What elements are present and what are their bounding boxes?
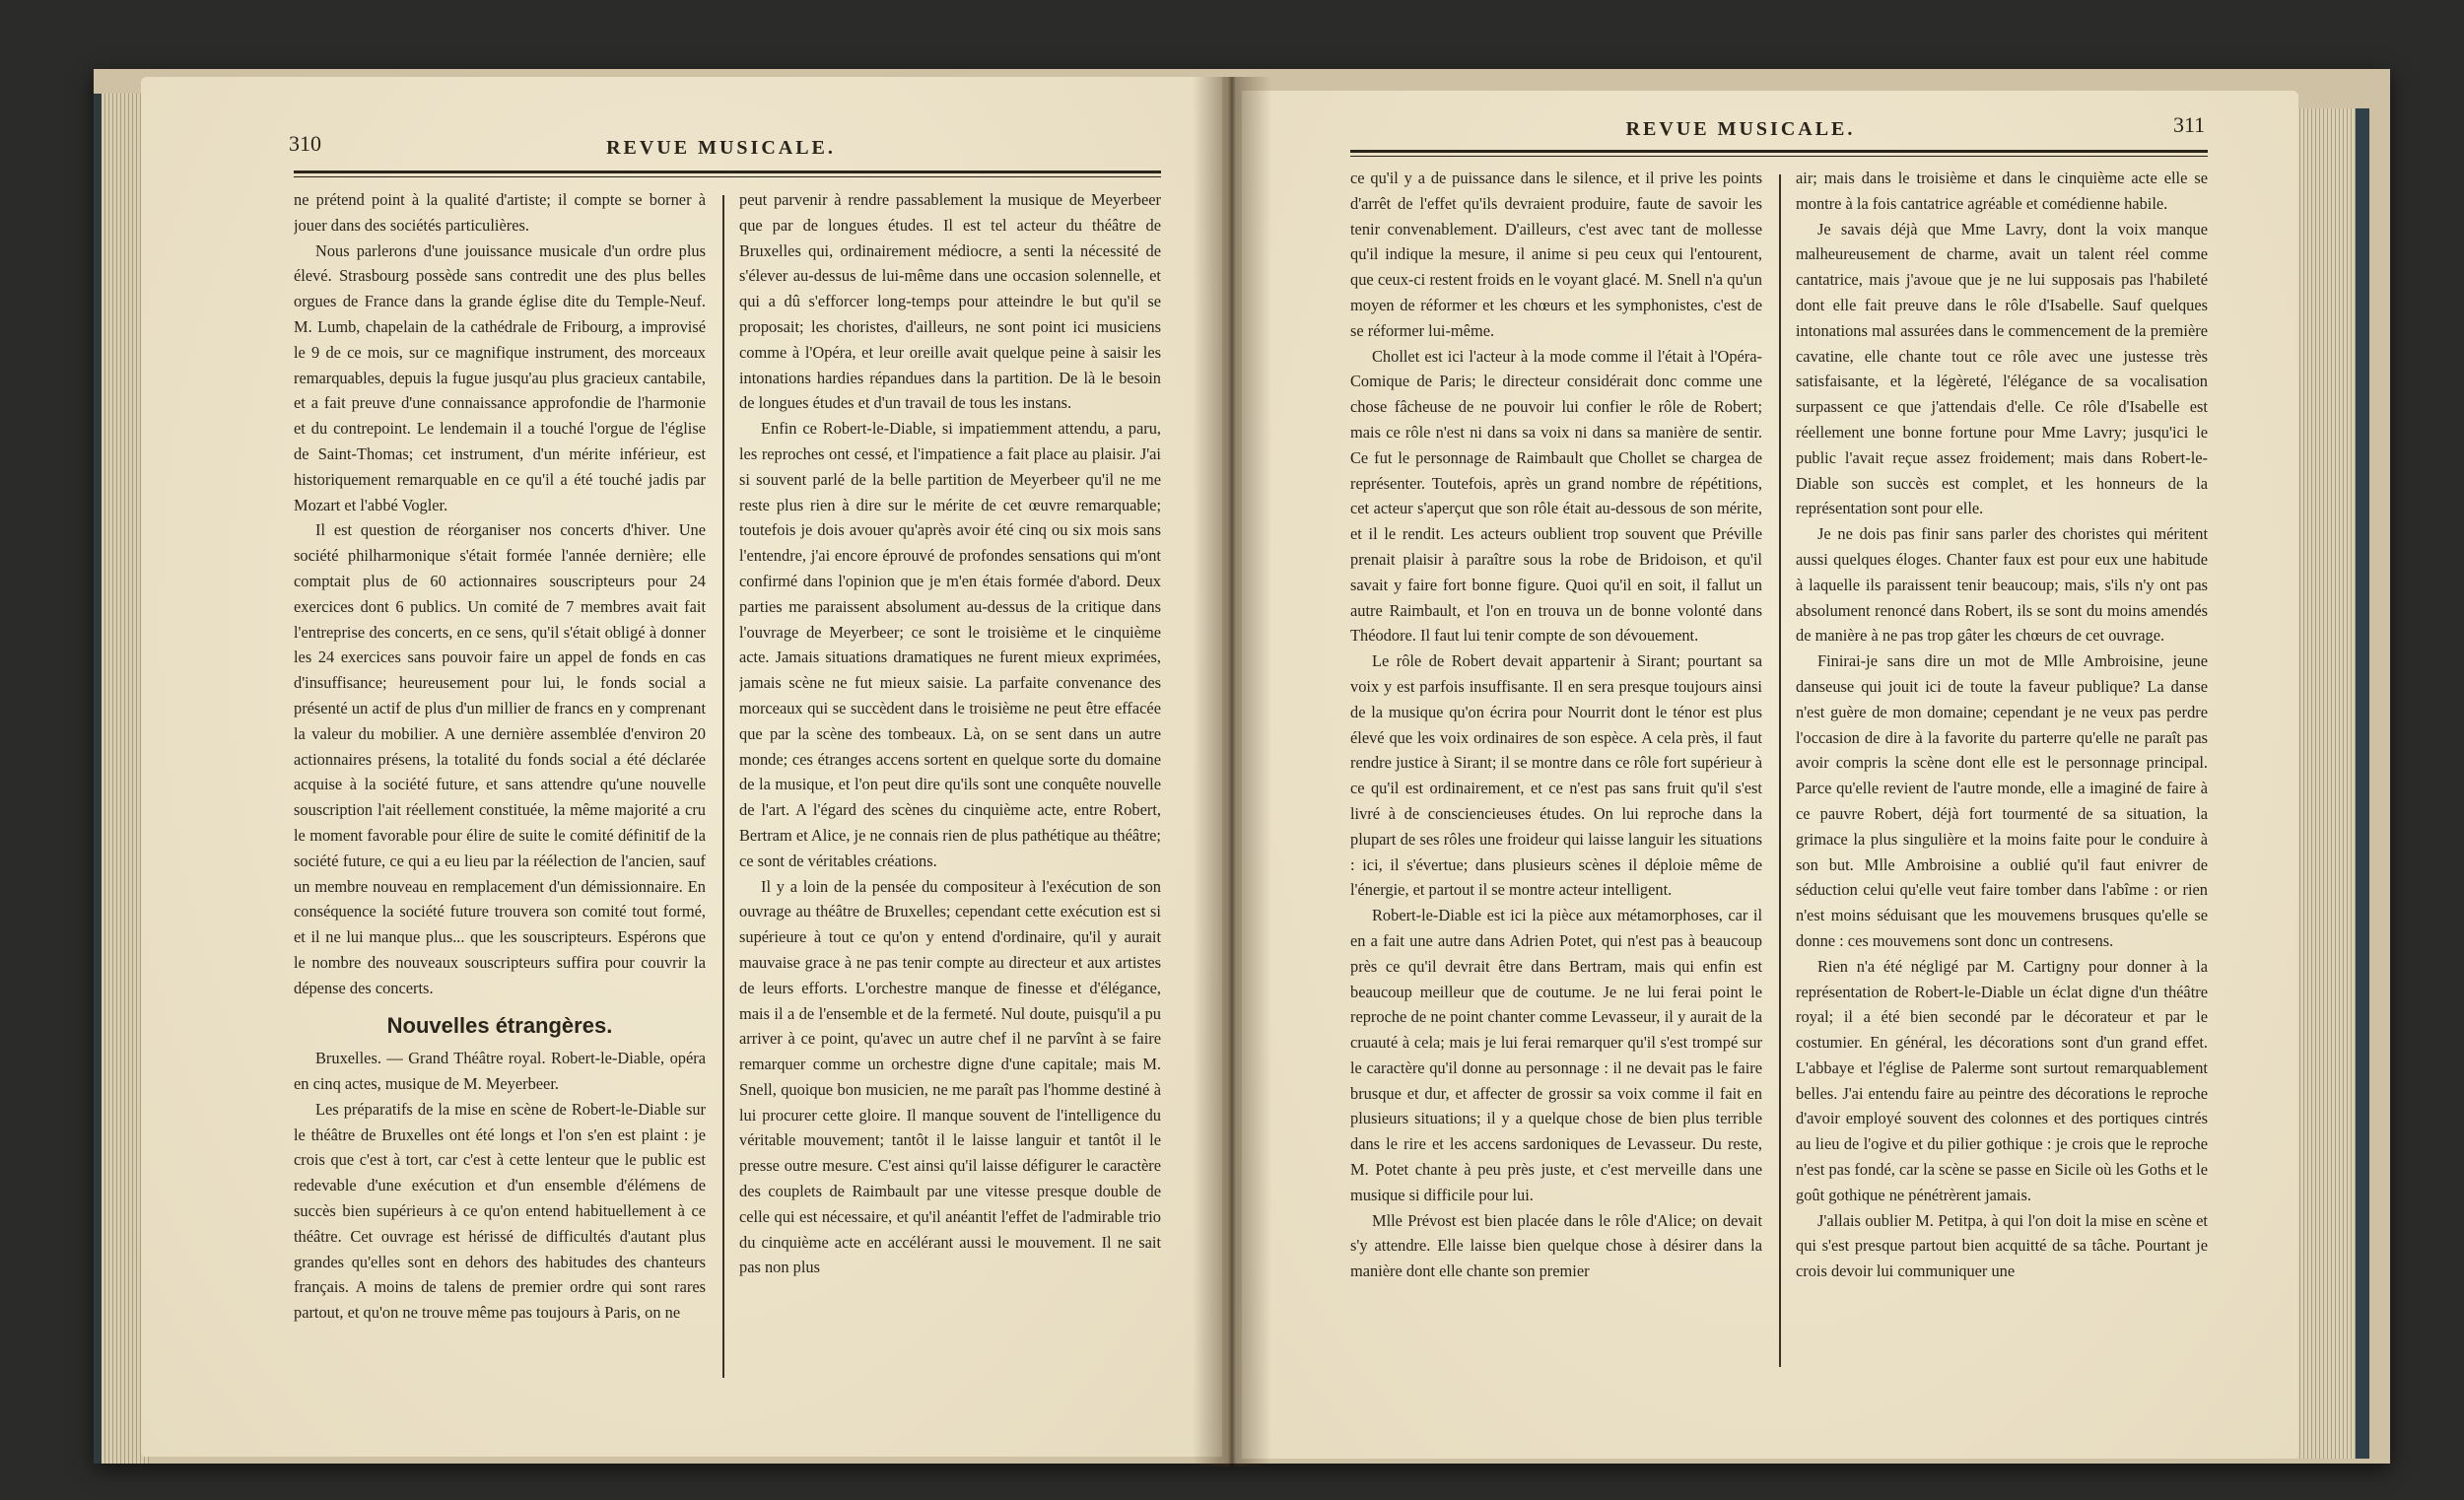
right-page-column-1 [1350, 166, 1762, 1378]
column-text [739, 187, 1161, 1280]
paragraph: air; mais dans le troisième et dans le cinquième acte elle se montre à la fois cantatrice agréable et comédienne habile. [1796, 169, 2208, 213]
column-text [1350, 166, 1762, 1284]
paragraph: ce qu'il y a de puissance dans le silence, et il prive les points d'arrêt de l'effet qu'ils devraient produire, faute de savoir les tenir convenablement. D'ailleurs, c'est avec tant de mollesse qu'il indique la mesure, il anime si peu ceux qui l'entourent, que ceux-ci restent froids en le voyant glacé. M. Snell n'a qu'un moyen de réformer et les chœurs et les symphonistes, c'est de se réformer lui-même. [1350, 169, 1762, 340]
paragraph: Je savais déjà que Mme Lavry, dont la voix manque malheureusement de charme, avait un talent réel comme cantatrice, mais j'avoue que je ne lui supposais pas l'habileté dont elle fait preuve dans le rôle d'Isabelle. Sauf quelques intonations mal assurées dans le commencement de la première cavatine, elle chante tout ce rôle avec une justesse très satisfaisante, et la légèreté, l'élégance de sa vocalisation surpassent ce que j'attendais d'elle. Ce rôle d'Isabelle est réellement une bonne fortune pour Mme Lavry; jusqu'ici le public l'avait reçue assez froidement; mais dans Robert-le-Diable son succès est complet, et les honneurs de la représentation sont pour elle. [1796, 219, 2208, 518]
right-page-header [1242, 112, 2298, 152]
paragraph: Robert-le-Diable est ici la pièce aux métamorphoses, car il en a fait une autre dans Adrien Potet, qui n'est pas à beaucoup près ce qu'il devrait être dans Bertram, mais qui enfin est beaucoup meilleur que de coutume. Je ne lui ferai point le reproche de ne point chanter comme Levasseur, il y aurait de la cruauté à cela; mais je lui ferai remarquer qu'il s'est trompé sur le caractère qu'il donne au personnage : il ne devait pas le faire brusque et dur, et affecter de grossir sa voix comme il fait en plusieurs situations; il y a quelque chose de bien plus terrible dans le rire et les accens sardoniques de Levasseur. Du reste, M. Potet chante à peu près juste, et c'est merveille dans une musique si difficile pour lui. [1350, 906, 1762, 1204]
paragraph: Mlle Prévost est bien placée dans le rôle d'Alice; on devait s'y attendre. Elle laisse bien quelque chose à désirer dans la manière dont elle chante son premier [1350, 1210, 1762, 1281]
paragraph: ne prétend point à la qualité d'artiste; il compte se borner à jouer dans des sociétés particulières. [294, 190, 706, 235]
header-rule [1350, 150, 2208, 157]
paragraph: Les préparatifs de la mise en scène de Robert-le-Diable sur le théâtre de Bruxelles ont été longs et l'on s'en est plaint : je crois que c'est à tort, car c'est à cette lenteur que le public est redevable d'une exécution et d'un ensemble d'élémens de succès bien supérieurs à ce qu'on entend habituellement à ce théâtre. Cet ouvrage est hérissé de difficultés d'autant plus grandes qu'elles sont en dehors des habitudes des chanteurs français. A moins de talens de premier ordre qui sont rares partout, et qu'on ne trouve même pas toujours à Paris, on ne [294, 1099, 706, 1323]
right-page-column-2 [1796, 166, 2208, 1378]
paragraph: Il y a loin de la pensée du compositeur à l'exécution de son ouvrage au théâtre de Bruxelles; cependant cette exécution est si supérieure à tout ce qu'on y entend d'ordinaire, qu'il y aurait mauvaise grace à ne pas tenir compte au directeur et aux artistes de leurs efforts. L'orchestre manque de finesse et d'élégance, mais il a de l'ensemble et de la fermeté. Nul doute, puisqu'il a pu arriver à ce point, qu'avec un autre chef il ne parvînt à se faire remarquer comme un orchestre digne d'une capitale; mais M. Snell, quoique bon musicien, ne me paraît pas l'homme destiné à lui procurer cette gloire. Il manque souvent de l'intelligence du véritable mouvement; tantôt il le laisse languir et tantôt il le presse outre mesure. C'est ainsi qu'il laisse défigurer le caractère des couplets de Raimbault par une vitesse presque double de celle qui est nécessaire, et qu'il anéantit l'effet de l'admirable trio du cinquième acte en accélérant aussi le mouvement. Il ne sait pas non plus [739, 876, 1161, 1277]
paragraph: Il est question de réorganiser nos concerts d'hiver. Une société philharmonique s'était formée l'année dernière; elle comptait plus de 60 actionnaires souscripteurs pour 24 exercices dont 6 publics. Un comité de 7 membres avait fait l'entreprise des concerts, en ce sens, qu'il s'était obligé à donner les 24 exercices sans pouvoir faire un appel de fonds en cas d'insuffisance; heureusement pour lui, le fonds social a présenté un actif de plus d'un millier de francs en y comprenant la valeur du mobilier. A une dernière assemblée d'environ 20 actionnaires présens, la totalité du fonds social a été déclarée acquise à la société future, et sans attendre qu'une nouvelle souscription l'ait réellement constituée, la même majorité a cru le moment favorable pour élire de suite le comité définitif de la société future, ce qui a eu lieu par la réélection de l'ancien, sauf un membre nouveau en remplacement d'un démissionnaire. En conséquence la société future trouvera son comité tout formé, et il ne lui manque plus... que les souscripteurs. Espérons que le nombre des nouveaux souscripteurs suffira pour couvrir la dépense des concerts. [294, 520, 706, 997]
column-text [1796, 166, 2208, 1284]
column-text [294, 187, 706, 1001]
paragraph: Nous parlerons d'une jouissance musicale d'un ordre plus élevé. Strasbourg possède sans contredit une des plus belles orgues de France dans la grande église dite du Temple-Neuf. M. Lumb, chapelain de la cathédrale de Fribourg, a improvisé le 9 de ce mois, sur ce magnifique instrument, des morceaux remarquables, depuis la fugue jusqu'au plus gracieux cantabile, et a fait preuve d'une connaissance approfondie de l'harmonie et du contrepoint. Le lendemain il a touché l'orgue de l'église de Saint-Thomas; cet instrument, d'un mérite inférieur, est historiquement remarquable en ce qu'il a été touché jadis par Mozart et l'abbé Vogler. [294, 240, 706, 514]
header-rule [294, 170, 1161, 177]
paragraph: Chollet est ici l'acteur à la mode comme il l'était à l'Opéra-Comique de Paris; le directeur considérait donc comme une chose fâcheuse de ne pouvoir lui confier le rôle de Robert; mais ce rôle n'est ni dans sa voix ni dans sa manière de sentir. Ce fut le personnage de Raimbault que Chollet se chargea de représenter. Toutefois, après un grand nombre de répétitions, cet acteur s'aperçut que son rôle était au-dessous de son mérite, et il le rendit. Les acteurs oublient trop souvent que Préville prenait plaisir à paraître sous la robe de Bridoison, et qu'il savait y faire fort bonne figure. Quoi qu'il en soit, il fallut un autre Raimbault, et l'on en trouva un de bonne volonté dans Théodore. Il faut lui tenir compte de son dévouement. [1350, 346, 1762, 646]
left-page-column-1 [294, 187, 706, 1390]
book-gutter [1193, 77, 1271, 1466]
paragraph: Finirai-je sans dire un mot de Mlle Ambroisine, jeune danseuse qui jouit ici de toute la faveur publique? La danse n'est guère de mon domaine; cependant je ne veux pas perdre l'occasion de dire à la favorite du parterre qu'elle ne paraît pas avoir compris la scène dont elle est le personnage principal. Parce qu'elle revient de l'autre monde, elle a imaginé de faire à ce pauvre Robert, déjà fort tourmenté de sa situation, la grimace la plus singulière et la moins faite pour le conduire à son but. Mlle Ambroisine a oublié qu'il faut enivrer de séduction celui qu'elle veut faire tomber dans l'abîme : or rien n'est moins séduisant que les mouvemens brusques qu'elle se donne : ces mouvemens sont donc un contresens. [1796, 651, 2208, 950]
paragraph: Bruxelles. — Grand Théâtre royal. Robert-le-Diable, opéra en cinq actes, musique de M. Meyerbeer. [294, 1049, 706, 1094]
column-divider [722, 195, 724, 1378]
section-heading: Nouvelles étrangères. [386, 1012, 613, 1038]
page-number: 311 [2173, 112, 2206, 137]
running-title: REVUE MUSICALE. [606, 137, 836, 159]
paragraph: Le rôle de Robert devait appartenir à Sirant; pourtant sa voix y est parfois insuffisante. Il en sera presque toujours ainsi de la musique qu'on écrira pour Nourrit dont le ténor est plus élevé que les voix ordinaires de son espèce. A cela près, il faut rendre justice à Sirant; il se montre dans ce rôle fort supérieur à ce qu'il est ordinairement, et ce n'est pas sans fruit qu'il s'est livré à de consciencieuses études. On lui reproche dans la plupart de ses rôles une froideur qui laisse languir les situations : ici, il s'évertue; dans plusieurs scènes il déploie même de l'énergie, et partout il se montre acteur intelligent. [1350, 651, 1762, 900]
page-number: 310 [289, 131, 321, 156]
column-divider [1779, 174, 1781, 1367]
left-page-column-2 [739, 187, 1161, 1390]
right-page [1242, 91, 2298, 1459]
paragraph: Enfin ce Robert-le-Diable, si impatiemment attendu, a paru, les reproches ont cessé, et l'impatience a fait place au plaisir. J'ai si souvent parlé de la belle partition de Meyerbeer qu'il ne me reste plus rien à dire sur le mérite de cet œuvre remarquable; toutefois je dois avouer qu'après avoir été cinq ou six mois sans l'entendre, j'ai encore éprouvé de profondes sensations qui m'ont confirmé dans l'opinion que je m'en étais formée d'abord. Deux parties me paraissent absolument au-dessus de la critique dans l'ouvrage de Meyerbeer; ce sont le troisième et le cinquième acte. Jamais situations dramatiques ne furent mieux exprimées, jamais scène ne fut mieux saisie. La parfaite convenance des morceaux qui se succèdent dans le troisième ne peut être effacée que par la scène des tombeaux. Là, on se sent dans un autre monde; ces étranges accens sortent en quelque sorte du domaine de la musique, et l'on peut dire qu'ils sont une conquête nouvelle de l'art. A l'égard des scènes du cinquième acte, entre Robert, Bertram et Alice, je ne connais rien de plus pathétique au théâtre; ce sont de véritables créations. [739, 419, 1161, 870]
left-page-header [141, 131, 1222, 170]
column-text [294, 1046, 706, 1326]
paragraph: Rien n'a été négligé par M. Cartigny pour donner à la représentation de Robert-le-Diable un éclat digne d'un théâtre royal; il a été bien secondé par le décorateur et par le costumier. En général, les décorations sont d'un grand effet. L'abbaye et l'église de Palerme sont surtout remarquablement belles. J'ai entendu faire au peintre des décorations le reproche d'avoir employé souvent des colonnes et des portiques cintrés au lieu de l'ogive et du pilier gothique : je crois que le reproche n'est pas fondé, car la scène se passe en Sicile où les Goths et le goût gothique ne pénétrèrent jamais. [1796, 956, 2208, 1204]
left-page [141, 77, 1222, 1457]
paragraph: Je ne dois pas finir sans parler des choristes qui méritent aussi quelques éloges. Chanter faux est pour eux une habitude à laquelle ils paraissent tenir beaucoup; mais, s'ils n'y ont pas absolument renoncé dans Robert, ils se sont du moins amendés de manière à ne pas trop gâter les chœurs de cet ouvrage. [1796, 524, 2208, 646]
paragraph: J'allais oublier M. Petitpa, à qui l'on doit la mise en scène et qui s'est presque partout bien acquitté de sa tâche. Pourtant je crois devoir lui communiquer une [1796, 1210, 2208, 1281]
paragraph: peut parvenir à rendre passablement la musique de Meyerbeer que par de longues études. Il est tel acteur du théâtre de Bruxelles qui, ordinairement médiocre, a senti la nécessité de s'élever au-dessus de lui-même dans une occasion solennelle, et qui a dû s'efforcer long-temps pour atteindre le but qu'il se proposait; les choristes, d'ailleurs, ne sont point ici musiciens comme à l'Opéra, et leur oreille avait quelque peine à saisir les intonations hardies répandues dans la partition. De là le besoin de longues études et d'un travail de tous les instans. [739, 190, 1161, 413]
right-page-edges [2296, 108, 2369, 1459]
running-title: REVUE MUSICALE. [1625, 118, 1856, 140]
